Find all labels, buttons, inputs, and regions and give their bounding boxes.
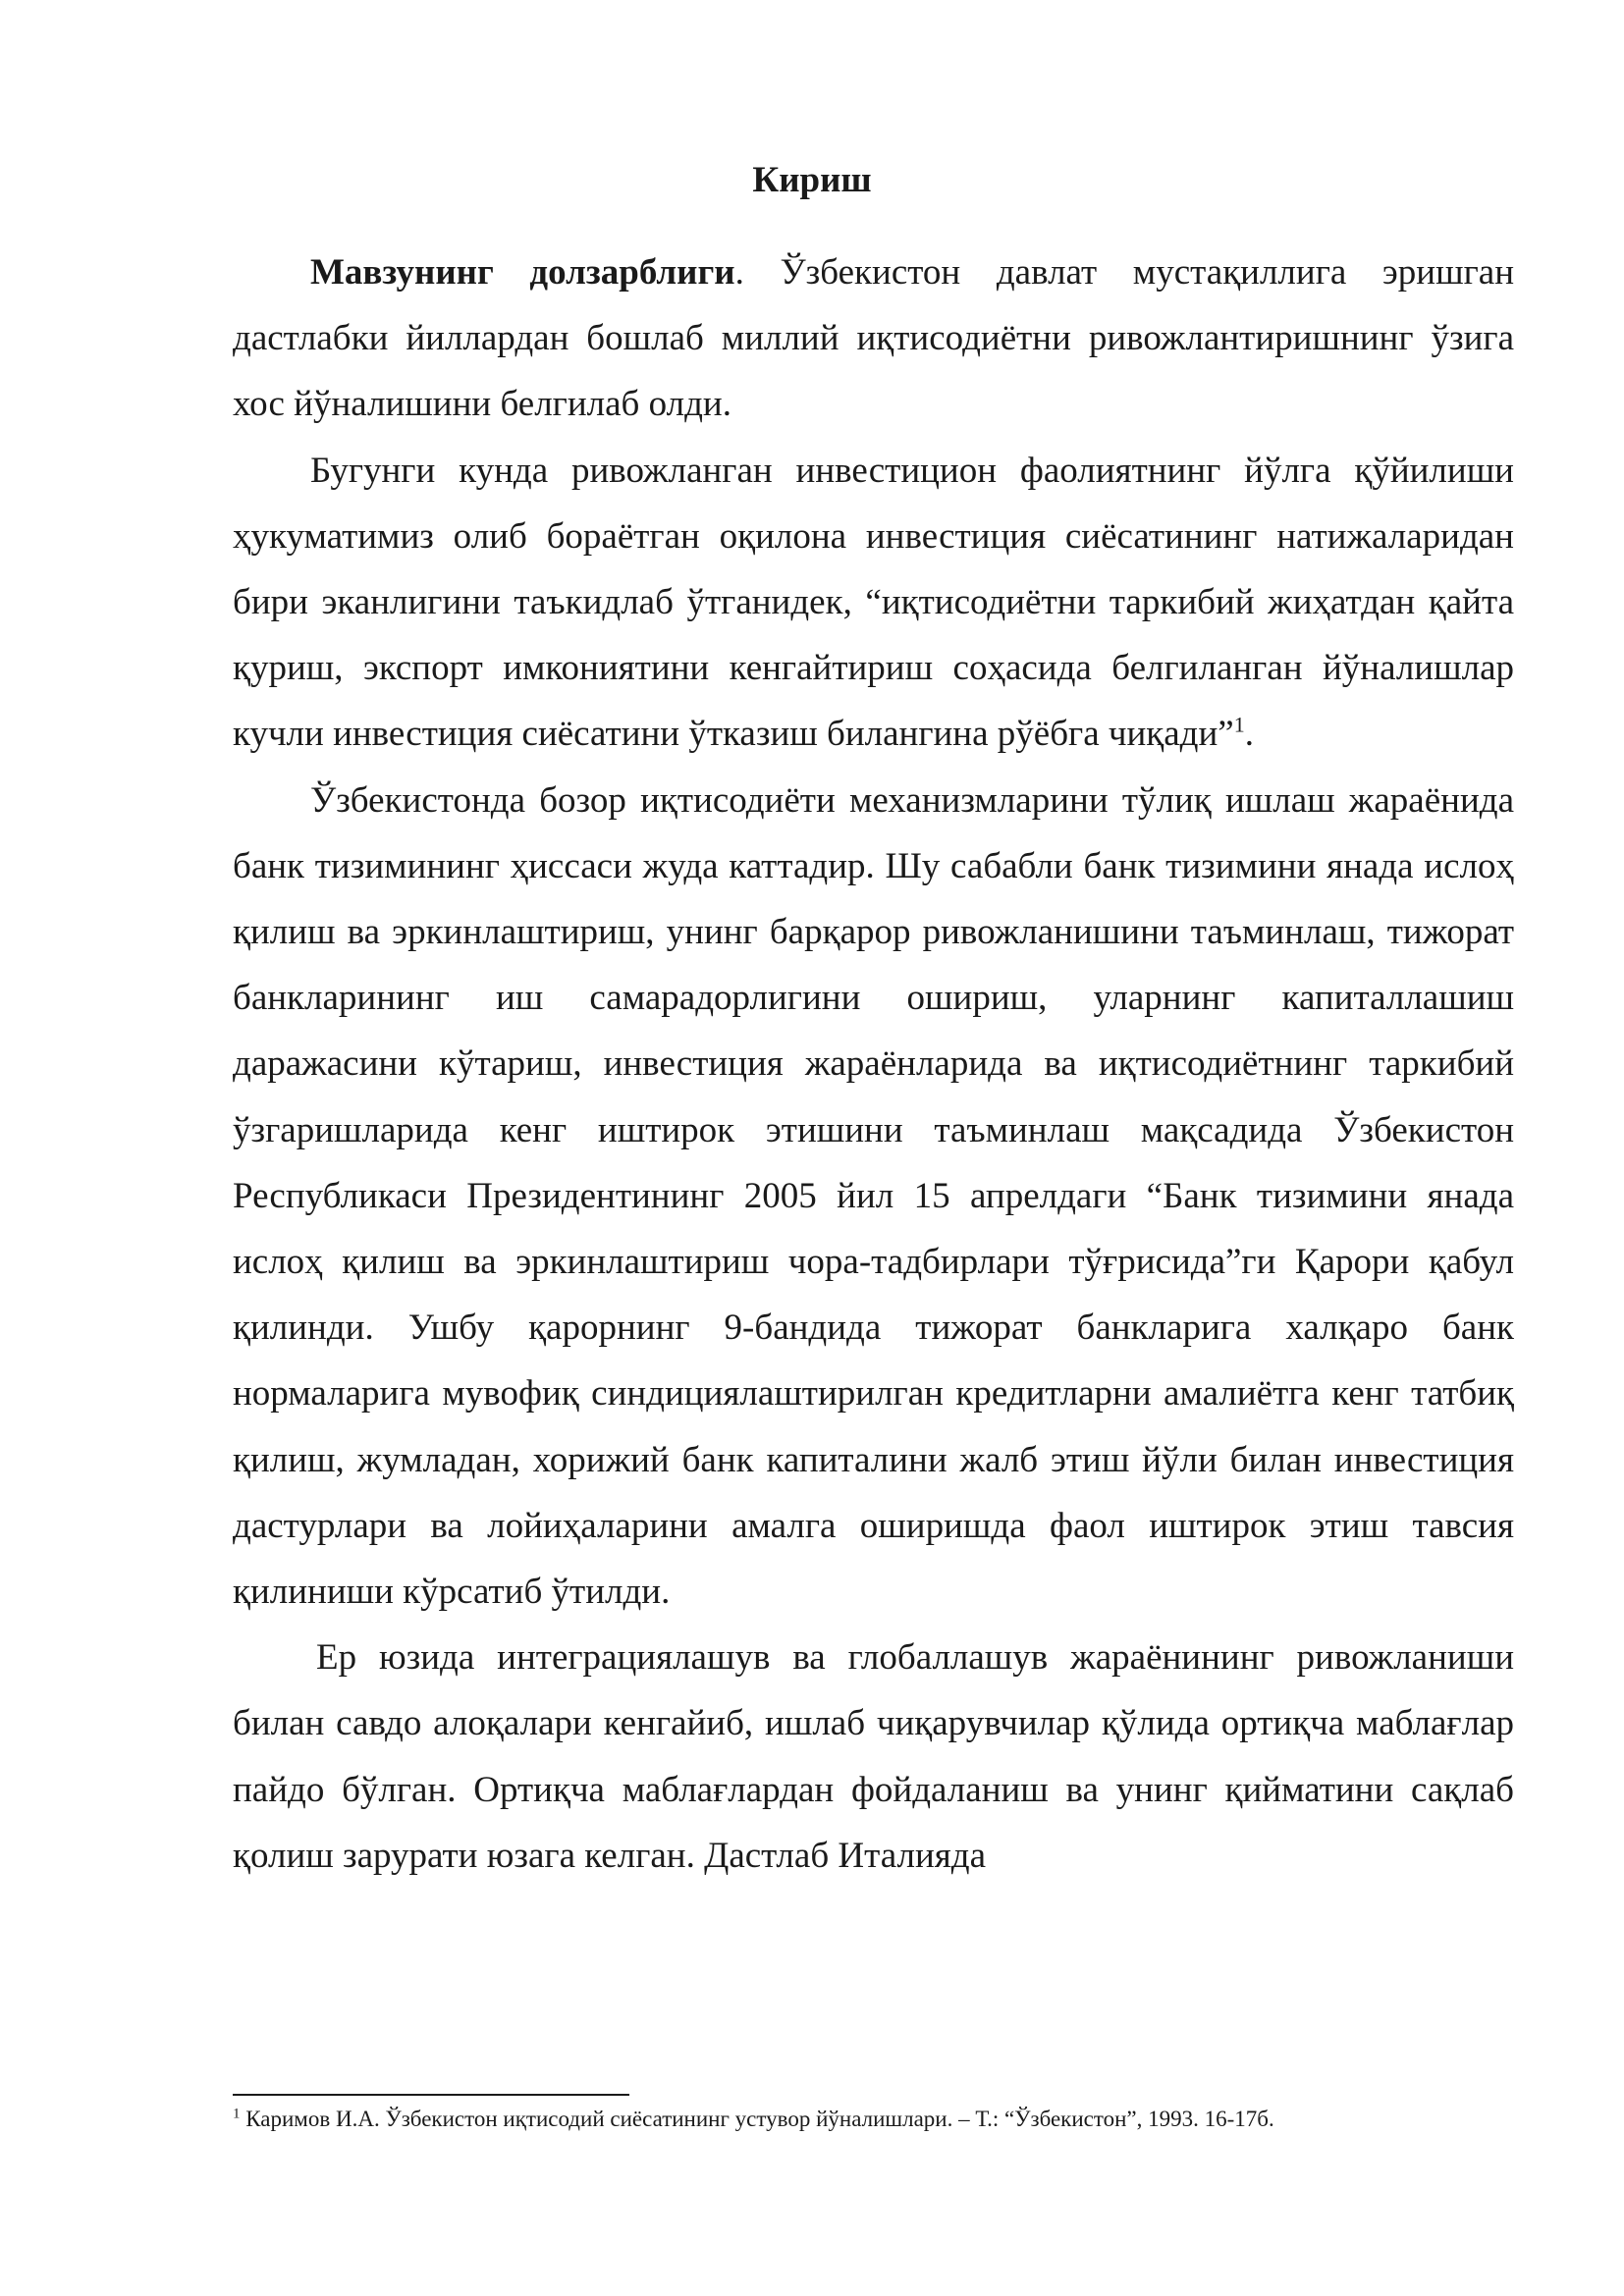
paragraph-relevance	[233, 240, 1514, 438]
page-title: Кириш	[752, 160, 872, 200]
paragraph-banking-system	[233, 768, 1514, 1626]
paragraph-text: Ўзбекистонда бозор иқтисодиёти механизмларини тўлиқ ишлаш жараёнида банк тизимининг ҳиссаси жуда каттадир. Шу сабабли банк тизимини янада ислоҳ қилиш ва эркинлаштириш, унинг барқарор ривожланишини таъминлаш, тижорат банкларининг иш самарадорлигини ошириш, уларнинг капиталлашиш даражасини кўтариш, инвестиция жараёнларида ва иқтисодиётнинг таркибий ўзгаришларида кенг иштирок этишини таъминлаш мақсадида Ўзбекистон Республикаси Президентининг 2005 йил 15 апрелдаги “Банк тизимини янада ислоҳ қилиш ва эркинлаштириш чора-тадбирлари тўғрисида”ги Қарори қабул қилинди. Ушбу қарорнинг 9-бандида тижорат банкларига халқаро банк нормаларига мувофиқ синдициялаштирилган кредитларни амалиётга кенг татбиқ қилиш, жумладан, хорижий банк капиталини жалб этиш йўли билан инвестиция дастурлари ва лойиҳаларини амалга оширишда фаол иштирок этиш тавсия қилиниши кўрсатиб ўтилди.	[233, 779, 1514, 1613]
footnote	[233, 2100, 1519, 2139]
footnote-text: Каримов И.А. Ўзбекистон иқтисодий сиёсатининг устувор йўналишлари. – Т.: “Ўзбекистон”, 1993. 16-17б.	[240, 2107, 1274, 2131]
footnote-number: 1	[233, 2106, 241, 2122]
body-text	[233, 240, 1514, 1889]
footnote-separator	[233, 2094, 629, 2096]
paragraph-text: . Ўзбекистон давлат мустақиллига эришган дастлабки йиллардан бошлаб миллий иқтисодиётни ривожлантиришнинг ўзига хос йўналишини белгилаб олди.	[233, 252, 1514, 425]
paragraph-investment-policy	[233, 438, 1514, 768]
footnote-reference: 1	[1233, 713, 1245, 738]
paragraph-tail: .	[1244, 714, 1254, 755]
paragraph-lead: Мавзунинг долзарблиги	[310, 252, 735, 293]
paragraph-text: Бугунги кунда ривожланган инвестицион фаолиятнинг йўлга қўйилиши ҳукуматимиз олиб бораётган оқилона инвестиция сиёсатининг натижаларидан бири эканлигини таъкидлаб ўтганидек, “иқтисодиётни таркибий жиҳатдан қайта қуриш, экспорт имкониятини кенгайтириш соҳасида белгиланган йўналишлар кучли инвестиция сиёсатини ўтказиш билангина рўёбга чиқади”	[233, 450, 1514, 755]
paragraph-globalization	[233, 1625, 1514, 1889]
paragraph-text: Ер юзида интеграциялашув ва глобаллашув жараёнининг ривожланиши билан савдо алоқалари кенгайиб, ишлаб чиқарувчилар қўлида ортиқча маблағлар пайдо бўлган. Ортиқча маблағлардан фойдаланиш ва унинг қийматини сақлаб қолиш зарурати юзага келган. Дастлаб Италияда	[233, 1637, 1514, 1876]
